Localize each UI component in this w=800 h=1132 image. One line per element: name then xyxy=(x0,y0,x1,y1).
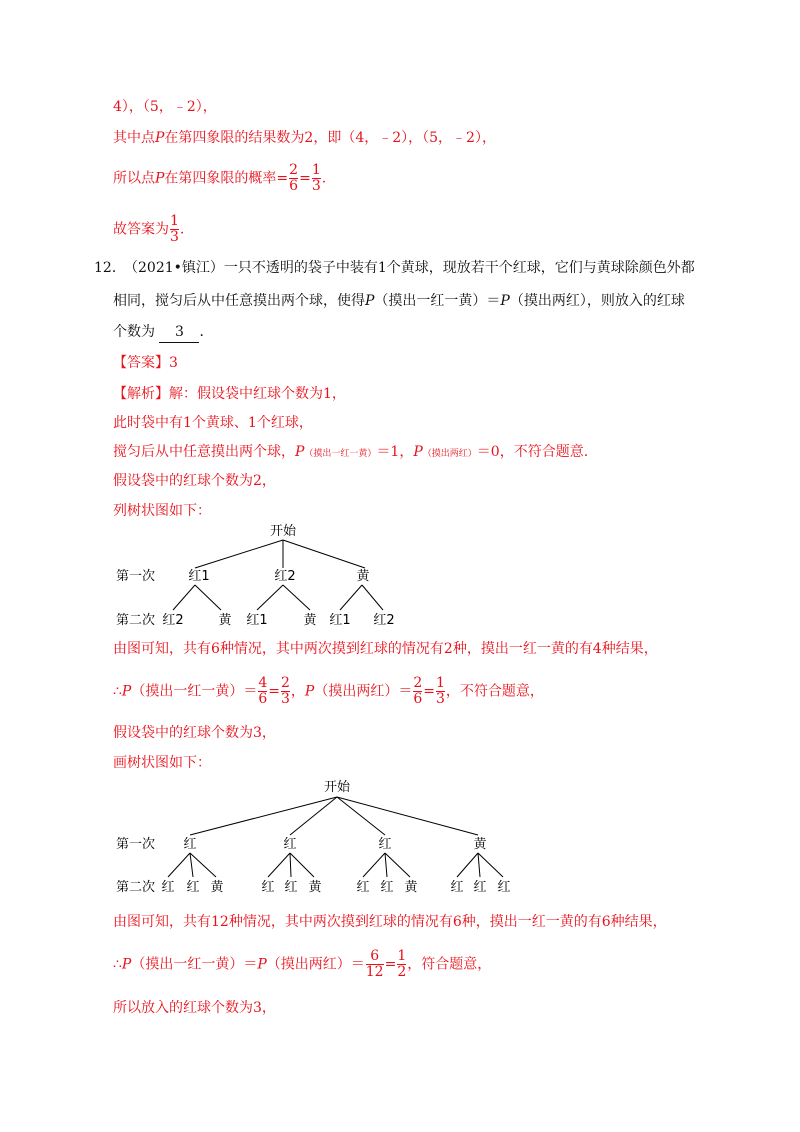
question-line-2: 相同，搅匀后从中任意摸出两个球，使得P（摸出一红一黄）＝P（摸出两红），则放入的红球 xyxy=(113,293,685,309)
tree-diagram-1 xyxy=(100,518,420,633)
analysis-line-2: 此时袋中有1个黄球、1个红球， xyxy=(113,415,313,431)
tree2-node: 红 xyxy=(283,837,297,852)
tree2-leaf: 黄 xyxy=(210,880,224,895)
tree2-node: 红 xyxy=(183,837,197,852)
question-number: 12． xyxy=(94,260,126,276)
fraction: $\frac{2}{6}$ xyxy=(289,162,299,194)
tree1-leaf: 红1 xyxy=(329,613,351,628)
tree2-leaf: 红 xyxy=(161,880,175,895)
fraction: $\frac{2}{3}$ xyxy=(281,675,290,707)
tree1-node: 红2 xyxy=(274,569,296,584)
tree2-leaf: 红 xyxy=(356,880,370,895)
solution-line-1: 4），（5，﹣2）， xyxy=(113,99,217,115)
analysis-line-8: 假设袋中的红球个数为3， xyxy=(113,725,276,741)
analysis-line-3: 搅匀后从中任意摸出两个球，P（摸出一红一黄）＝1，P（摸出两红）＝0，不符合题意. xyxy=(113,444,589,460)
tree1-root: 开始 xyxy=(269,524,297,539)
analysis-line-11: ∴P（摸出一红一黄）＝P（摸出两红）＝ $\frac{6}{12}$ = $\frac{1}{2}$ ，符合题意， xyxy=(113,948,492,980)
analysis-line-6: 由图可知，共有6种情况，其中两次摸到红球的情况有2种，摸出一红一黄的有4种结果， xyxy=(113,641,658,657)
tree2-leaf: 红 xyxy=(473,880,487,895)
solution-line-2: 其中点P在第四象限的结果数为2，即（4，﹣2），（5，﹣2）， xyxy=(113,130,496,146)
analysis-line-9: 画树状图如下： xyxy=(113,755,211,771)
tree1-leaf: 红1 xyxy=(246,613,268,628)
tree2-leaf: 红 xyxy=(450,880,464,895)
answer-blank: 3 xyxy=(159,322,199,343)
fraction: $\frac{1}{3}$ xyxy=(436,675,445,707)
analysis-line-12: 所以放入的红球个数为3， xyxy=(113,1000,276,1016)
tree1-node: 红1 xyxy=(188,569,210,584)
tree2-leaf: 红 xyxy=(186,880,200,895)
tree1-leaf: 黄 xyxy=(218,613,232,628)
tree2-node: 黄 xyxy=(473,837,487,852)
analysis-line-7: ∴P（摸出一红一黄）＝ $\frac{4}{6}$ = $\frac{2}{3}$ ，P（摸出两红）＝ $\frac{2}{6}$ = $\frac{1}{3}$ ，不符合题意， xyxy=(113,675,544,707)
analysis-line-10: 由图可知，共有12种情况，其中两次摸到红球的情况有6种，摸出一红一黄的有6种结果， xyxy=(113,914,667,930)
fraction: $\frac{1}{3}$ xyxy=(311,162,321,194)
tree2-level1-label: 第一次 xyxy=(116,837,156,852)
tree2-leaf: 黄 xyxy=(308,880,322,895)
question-line-1: （2021•镇江）一只不透明的袋子中装有1个黄球，现放若干个红球，它们与黄球除颜色外都 xyxy=(124,260,695,276)
tree2-level2-label: 第二次 xyxy=(116,880,156,895)
question-line-3: 个数为 3 ． xyxy=(113,322,213,343)
tree1-level1-label: 第一次 xyxy=(116,569,156,584)
tree2-root: 开始 xyxy=(323,780,351,795)
tree2-leaf: 红 xyxy=(261,880,275,895)
solution-line-3: 所以点P在第四象限的概率= $\frac{2}{6}$ = $\frac{1}{3}$ . xyxy=(113,162,327,194)
tree2-leaf: 红 xyxy=(284,880,298,895)
fraction: $\frac{6}{12}$ xyxy=(365,948,384,980)
tree1-leaf: 黄 xyxy=(303,613,317,628)
tree1-node: 黄 xyxy=(356,569,370,584)
tree1-level2-label: 第二次 xyxy=(116,613,156,628)
tree-diagram-2 xyxy=(100,773,520,900)
analysis-line-1: 【解析】解：假设袋中红球个数为1， xyxy=(113,386,346,402)
tree2-leaf: 黄 xyxy=(404,880,418,895)
tree1-leaf: 红2 xyxy=(162,613,184,628)
fraction: $\frac{1}{2}$ xyxy=(397,948,407,980)
tree2-leaf: 红 xyxy=(380,880,394,895)
analysis-line-4: 假设袋中的红球个数为2， xyxy=(113,473,276,489)
fraction: $\frac{4}{6}$ xyxy=(258,675,268,707)
fraction: $\frac{1}{3}$ xyxy=(170,213,179,245)
solution-line-4: 故答案为 $\frac{1}{3}$ . xyxy=(113,213,185,245)
answer-line: 【答案】3 xyxy=(113,355,178,371)
tree2-leaf: 红 xyxy=(497,880,511,895)
fraction: $\frac{2}{6}$ xyxy=(413,675,423,707)
analysis-line-5: 列树状图如下： xyxy=(113,503,211,519)
tree1-leaf: 红2 xyxy=(373,613,395,628)
tree2-node: 红 xyxy=(378,837,392,852)
